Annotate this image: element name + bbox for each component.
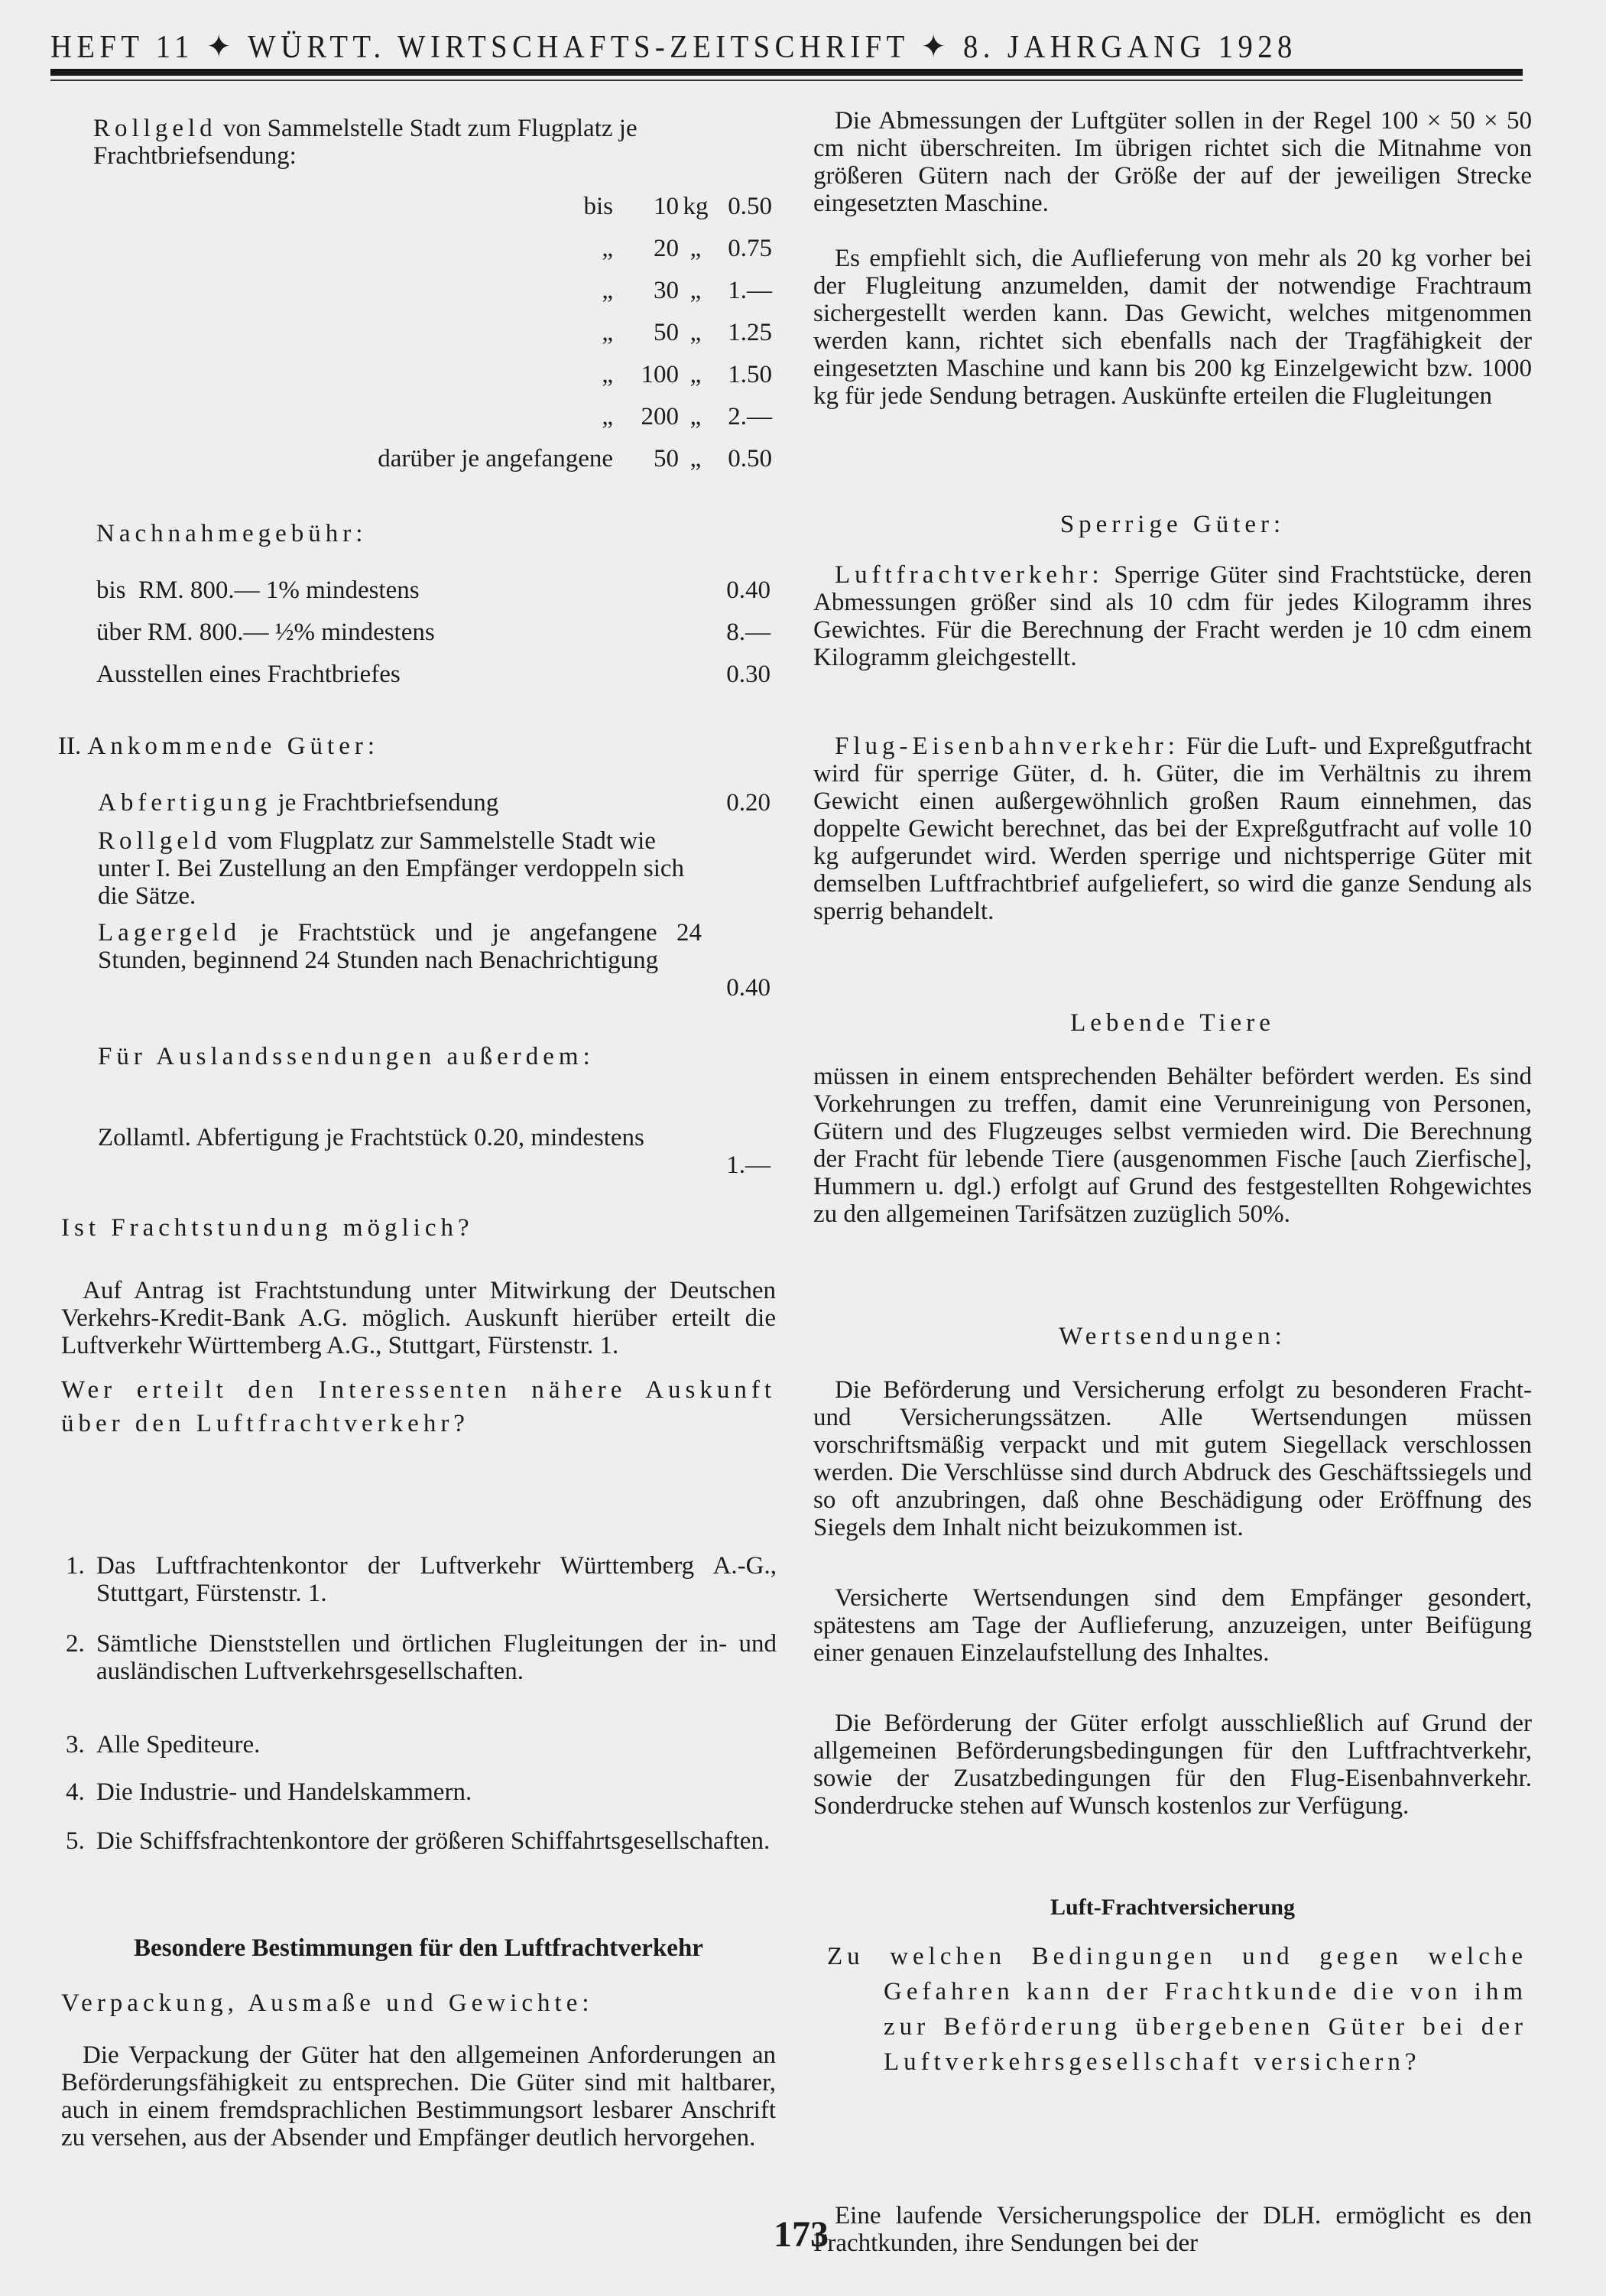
rate-weight: 50 xyxy=(654,319,679,346)
rate-row xyxy=(378,445,772,473)
rate-unit: „ xyxy=(689,235,702,262)
verpackung-text xyxy=(61,2041,776,2151)
bahn-text: Für die Luft- und Expreßgutfracht wird für sperrige Güter, d. h. Güter, die im Verhältnis zu ihrem Gewicht einen außergewöhnlich großen Raum einnehmen, das doppelte Gewicht berechnet, das bei der Expreßgutfracht auf volle 10 kg aufgerundet wird. Werden sperrige und nichtsperrige Güter mit demselben Luftfrachtbrief aufgeliefert, so wird die ganze Sendung als sperrig behandelt. xyxy=(813,732,1532,925)
stundung-body: Auf Antrag ist Frachtstundung unter Mitwirkung der Deutschen Verkehrs-Kredit-Bank A.G. möglich. Auskunft hierüber erteilt die Luftverkehr Württemberg A.G., Stuttgart, Fürstenstr. 1. xyxy=(61,1277,776,1359)
fee-value: 0.40 xyxy=(726,576,771,604)
fee-label: bis RM. 800.— 1% mindestens xyxy=(96,576,420,604)
header-rule-thin xyxy=(50,80,1523,81)
versicherung-heading: Luft-Frachtversicherung xyxy=(1050,1895,1295,1920)
rate-weight: 50 xyxy=(654,445,679,473)
tiere-body: müssen in einem entsprechenden Behälter befördert werden. Es sind Vorkehrungen zu treffen, damit eine Verunreinigung von Personen, Gütern und des Flugzeuges selbst vermieden wird. Die Berechnung der Fracht für lebende Tiere (ausgenommen Fische [auch Zierfische], Hummern u. dgl.) erfolgt auf Grund des festgestellten Rohgewichtes zu den allgemeinen Tarifsätzen zuzüglich 50%. xyxy=(813,1063,1532,1228)
list-item xyxy=(66,1778,777,1807)
sperrig-heading: Sperrige Güter: xyxy=(1059,511,1286,538)
list-item-text: Die Schiffsfrachtenkontore der größeren Schiffahrtsgesellschaften. xyxy=(96,1827,771,1855)
fee-label: über RM. 800.— ½% mindestens xyxy=(96,619,435,646)
fee-row xyxy=(96,576,771,605)
auskunft-heading: Wer erteilt den Interessenten nähere Auskunft über den Luftfrachtverkehr? xyxy=(61,1376,776,1437)
wert-p3 xyxy=(813,1710,1532,1820)
rate-weight: 200 xyxy=(641,403,679,430)
rollgeld-incoming-lead: Rollgeld xyxy=(98,827,222,855)
list-item xyxy=(66,1630,777,1685)
wert-p2-body: Versicherte Wertsendungen sind dem Empfänger gesondert, spätestens am Tage der Auflieferung, anzuzeigen, unter Beifügung einer genauen Einzelaufstellung des Inhaltes. xyxy=(813,1584,1532,1667)
section-title: Ankommende Güter: xyxy=(87,732,380,760)
wert-p1-body: Die Beförderung und Versicherung erfolgt zu besonderen Fracht- und Versicherungssätzen. Alle Wertsendungen müssen vorschriftsmäßig verpackt und mit gutem Siegellack verschlossen werden. Die Verschlüsse sind durch Abdruck des Geschäftssiegels und so oft anzubringen, daß ohne Beschädigung oder Eröffnung des Siegels dem Inhalt nicht beizukommen ist. xyxy=(813,1376,1532,1541)
rate-unit: „ xyxy=(689,319,702,346)
rollgeld-text: von Sammelstelle Stadt zum Flugplatz je Frachtbriefsendung: xyxy=(93,115,638,170)
wert-p3-body: Die Beförderung der Güter erfolgt ausschließlich auf Grund der allgemeinen Beförderungsbedingungen für den Luftfrachtverkehr, sowie der Zusatzbedingungen für den Flug-Eisenbahnverkehr. Sonderdrucke stehen auf Wunsch kostenlos zur Verfügung. xyxy=(813,1710,1532,1820)
wert-heading: Wertsendungen: xyxy=(1059,1323,1286,1350)
verpackung-heading: Verpackung, Ausmaße und Gewichte: xyxy=(61,1989,594,2017)
fee-row xyxy=(96,661,771,689)
zoll-text-body: Zollamtl. Abfertigung je Frachtstück 0.20, mindestens xyxy=(98,1124,644,1151)
rate-weight: 10 xyxy=(654,193,679,220)
rate-price: 2.— xyxy=(728,403,772,430)
abfertigung-text: je Frachtbriefsendung xyxy=(271,789,499,817)
rate-prefix: „ xyxy=(602,403,613,430)
rate-prefix: „ xyxy=(602,319,613,346)
nachnahme-heading: Nachnahmegebühr: xyxy=(96,520,368,547)
ausland-heading: Für Auslandssendungen außerdem: xyxy=(98,1043,595,1070)
abmessungen-text xyxy=(813,107,1532,217)
wert-p1 xyxy=(813,1376,1532,1541)
lagergeld-text: je Frachtstück und je angefangene 24 Stunden, beginnend 24 Stunden nach Benachrichtigung xyxy=(98,919,702,974)
running-header: HEFT 11 ✦ WÜRTT. WIRTSCHAFTS-ZEITSCHRIFT ✦ 8. JAHRGANG 1928 xyxy=(50,30,1297,65)
rate-unit: kg xyxy=(683,193,709,220)
rate-row xyxy=(602,277,772,305)
rate-weight: 100 xyxy=(641,361,679,388)
abmessungen-body: Die Abmessungen der Luftgüter sollen in der Regel 100 × 50 × 50 cm nicht überschreiten. Im übrigen richtet sich die Mitnahme von größeren Gütern nach der Größe der auf der jeweiligen Strecke eingesetzten Maschine. xyxy=(813,107,1532,217)
list-item-text: Alle Spediteure. xyxy=(96,1731,261,1759)
lagergeld xyxy=(98,919,702,974)
versicherung-text xyxy=(813,2202,1532,2257)
rate-unit: „ xyxy=(689,445,702,473)
lagergeld-lead: Lagergeld xyxy=(98,919,242,947)
list-item xyxy=(66,1827,777,1856)
zoll-value: 1.— xyxy=(726,1151,771,1179)
fee-row xyxy=(96,619,771,647)
rate-prefix: darüber je angefangene xyxy=(378,445,613,473)
rate-price: 1.50 xyxy=(728,361,772,388)
aufliefern-text xyxy=(813,245,1532,410)
list-item xyxy=(66,1731,777,1759)
rate-unit: „ xyxy=(689,277,702,304)
fee-label: Ausstellen eines Frachtbriefes xyxy=(96,661,401,688)
rate-row xyxy=(583,193,772,221)
rate-row xyxy=(602,319,772,347)
abfertigung-value: 0.20 xyxy=(726,789,771,817)
rate-prefix: „ xyxy=(602,277,613,304)
luftfracht-lead: Luftfrachtverkehr: xyxy=(835,561,1104,589)
rate-weight: 20 xyxy=(654,235,679,262)
list-item-number: 2. xyxy=(66,1630,85,1658)
stundung-heading: Ist Frachtstundung möglich? xyxy=(61,1214,474,1242)
header-rule-thick xyxy=(50,69,1523,76)
rate-price: 0.50 xyxy=(728,193,772,220)
rate-price: 1.25 xyxy=(728,319,772,346)
rate-prefix: „ xyxy=(602,235,613,262)
rollgeld-incoming-text: vom Flugplatz zur Sammelstelle Stadt wie unter I. Bei Zustellung an den Empfänger verdoppeln sich die Sätze. xyxy=(98,827,685,910)
right-column xyxy=(807,107,1532,2257)
rate-row xyxy=(602,361,772,389)
rate-prefix: bis xyxy=(583,193,613,220)
versicherung-body: Eine laufende Versicherungspolice der DLH. ermöglicht es den Frachtkunden, ihre Sendungen bei der xyxy=(813,2202,1532,2257)
rate-unit: „ xyxy=(689,361,702,388)
rate-weight: 30 xyxy=(654,277,679,304)
rate-price: 1.— xyxy=(728,277,772,304)
versicherung-question: Zu welchen Bedingungen und gegen welche Gefahren kann der Frachtkunde die von ihm zur Beförderung übergebenen Güter bei der Luftverkehrsgesellschaft versichern? xyxy=(827,1943,1527,2076)
luftfracht-text: Sperrige Güter sind Frachtstücke, deren Abmessungen größer sind als 10 cdm für jedes Kilogramm ihres Gewichtes. Für die Berechnung der Fracht werden je 10 cdm einem Kilogramm gleichgestellt. xyxy=(813,561,1532,671)
rollgeld-incoming xyxy=(98,827,702,910)
left-column xyxy=(58,107,777,2217)
list-item-text: Die Industrie- und Handelskammern. xyxy=(96,1778,472,1806)
list-item-text: Das Luftfrachtenkontor der Luftverkehr Württemberg A.-G., Stuttgart, Fürstenstr. 1. xyxy=(96,1552,777,1607)
list-item-number: 5. xyxy=(66,1827,85,1855)
abfertigung-row xyxy=(98,789,771,817)
bahn-lead: Flug-Eisenbahnverkehr: xyxy=(835,732,1179,760)
stundung-text xyxy=(61,1277,776,1359)
lagergeld-value: 0.40 xyxy=(726,974,771,1002)
tiere-text xyxy=(813,1063,1532,1228)
list-item-text: Sämtliche Dienststellen und örtlichen Flugleitungen der in- und ausländischen Luftverkehrsgesellschaften. xyxy=(96,1630,777,1685)
besondere-heading: Besondere Bestimmungen für den Luftfrachtverkehr xyxy=(134,1934,703,1962)
rate-unit: „ xyxy=(689,403,702,430)
verpackung-body: Die Verpackung der Güter hat den allgemeinen Anforderungen an Beförderungsfähigkeit zu entsprechen. Die Güter sind mit haltbarer, auch in einem fremdsprachlichen Bestimmungsort lesbarer Anschrift zu versehen, aus der Absender und Empfänger deutlich hervorgehen. xyxy=(61,2041,776,2151)
tiere-heading: Lebende Tiere xyxy=(1070,1009,1275,1037)
rate-row xyxy=(602,403,772,431)
sperrig-bahn xyxy=(813,732,1532,925)
zoll-text xyxy=(98,1124,709,1151)
list-item-number: 4. xyxy=(66,1778,85,1806)
section-number: II. xyxy=(58,732,82,760)
aufliefern-body: Es empfiehlt sich, die Auflieferung von mehr als 20 kg vorher bei der Flugleitung anzumelden, damit der notwendige Frachtraum sichergestellt werden kann. Das Gewicht, welches mitgenommen werden kann, richtet sich ebenfalls nach der Tragfähigkeit der eingesetzten Maschine und kann bis 200 kg Einzelgewicht bzw. 1000 kg für jede Sendung betragen. Auskünfte erteilen die Flugleitungen xyxy=(813,245,1532,410)
rate-prefix: „ xyxy=(602,361,613,388)
section-ii-heading xyxy=(58,732,379,761)
rate-row xyxy=(602,235,772,263)
list-item-number: 3. xyxy=(66,1731,85,1759)
wert-p2 xyxy=(813,1584,1532,1667)
list-item xyxy=(66,1552,777,1607)
rate-price: 0.50 xyxy=(728,445,772,473)
rollgeld-lead: Rollgeld xyxy=(93,115,217,142)
abfertigung-lead: Abfertigung xyxy=(98,789,272,817)
rollgeld-intro xyxy=(93,115,705,170)
rate-price: 0.75 xyxy=(728,235,772,262)
fee-value: 0.30 xyxy=(726,661,771,688)
list-item-number: 1. xyxy=(66,1552,85,1580)
page-number: 173 xyxy=(774,2214,829,2255)
fee-value: 8.— xyxy=(726,619,771,646)
sperrig-luft xyxy=(813,561,1532,671)
